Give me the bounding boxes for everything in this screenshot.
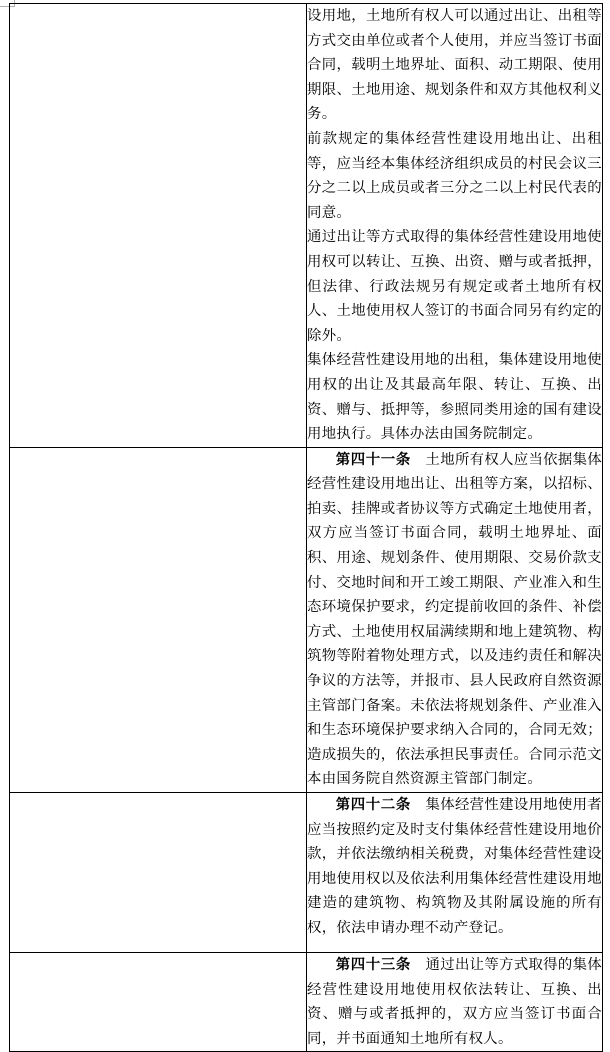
table-row <box>10 447 603 792</box>
comparison-table <box>9 3 603 1052</box>
left-cell <box>10 447 307 792</box>
paragraph <box>307 225 602 348</box>
paragraph <box>307 448 602 792</box>
article-number: 第四十二条 <box>335 796 411 813</box>
paragraph-text: 集体经营性建设用地的出租，集体建设用地使用权的出让及其最高年限、转让、互换、出资、赠与、抵押等，参照同类用途的国有建设用地执行。具体办法由国务院制定。 <box>307 352 602 443</box>
left-cell <box>10 4 307 448</box>
paragraph-text: 通过出让等方式取得的集体经营性建设用地使用权可以转让、互换、出资、赠与或者抵押，但法律、行政法规另有规定或者土地所有权人、土地使用权人签订的书面合同另有约定的除外。 <box>307 229 602 344</box>
paragraph <box>307 953 602 1051</box>
right-cell <box>307 4 603 448</box>
table-row <box>10 4 603 448</box>
article-number: 第四十三条 <box>335 956 411 973</box>
left-cell <box>10 793 307 953</box>
paragraph <box>307 4 602 127</box>
left-cell <box>10 953 307 1052</box>
right-cell <box>307 953 603 1052</box>
table-row <box>10 953 603 1052</box>
table-row <box>10 793 603 953</box>
article-number: 第四十一条 <box>335 450 411 468</box>
paragraph-text: 前款规定的集体经营性建设用地出让、出租等，应当经本集体经济组织成员的村民会议三分之二以上成员或者三分之二以上村民代表的同意。 <box>307 130 602 221</box>
right-cell <box>307 447 603 792</box>
paragraph <box>307 127 602 225</box>
paragraph-text: 土地所有权人应当依据集体经营性建设用地出让、出租等方案，以招标、拍卖、挂牌或者协议等方式确定土地使用者，双方应当签订书面合同，载明土地界址、面积、用途、规划条件、使用期限、交易价款支付、交地时间和开工竣工期限、产业准入和生态环境保护要求，约定提前收回的条件、补偿方式、土地使用权届满续期和地上建筑物、构筑物等附着物处理方式，以及违约责任和解决争议的方法等，并报市、县人民政府自然资源主管部门备案。未依法将规划条件、产业准入和生态环境保护要求纳入合同的，合同无效；造成损失的，依法承担民事责任。合同示范文本由国务院自然资源主管部门制定。 <box>307 451 602 788</box>
paragraph <box>307 793 602 941</box>
paragraph-text: 设用地，土地所有权人可以通过出让、出租等方式交由单位或者个人使用，并应当签订书面合同，载明土地界址、面积、动工期限、使用期限、土地用途、规划条件和双方其他权利义务。 <box>307 8 602 123</box>
paragraph-text: 集体经营性建设用地使用者应当按照约定及时支付集体经营性建设用地价款，并依法缴纳相关税费，对集体经营性建设用地使用权以及依法利用集体经营性建设用地建造的建筑物、构筑物及其附属设施的所有权，依法申请办理不动产登记。 <box>307 797 602 936</box>
right-cell <box>307 793 603 953</box>
paragraph-text: 通过出让等方式取得的集体经营性建设用地使用权依法转让、互换、出资、赠与或者抵押的，双方应当签订书面合同，并书面通知土地所有权人。 <box>307 957 602 1047</box>
paragraph <box>307 348 602 446</box>
